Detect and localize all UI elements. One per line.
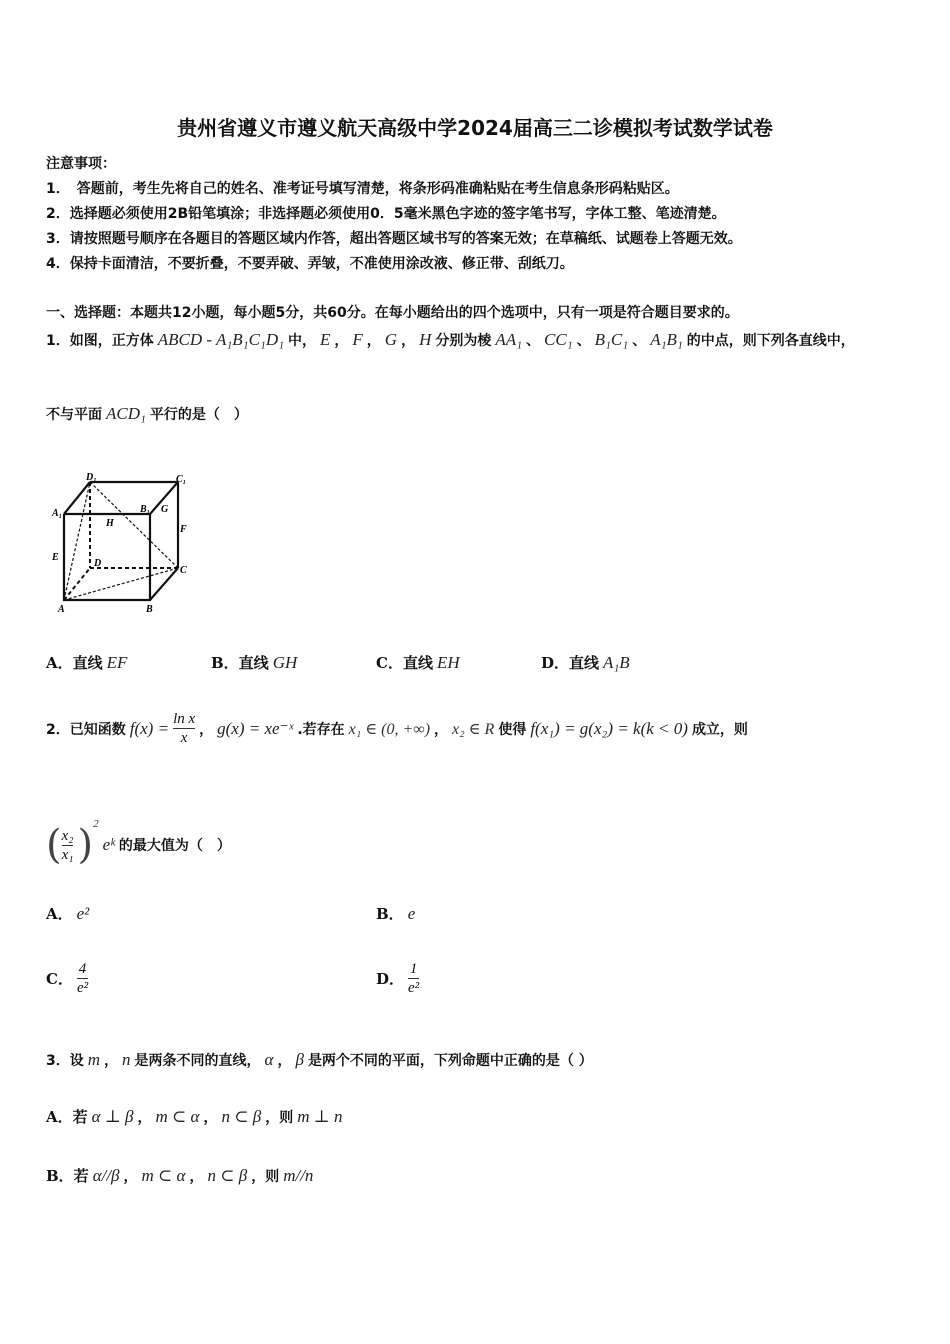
q3-option-b[interactable] bbox=[46, 1165, 317, 1186]
q2-shide: 使得 bbox=[498, 721, 527, 738]
q1-option-d-expr: A₁B bbox=[603, 653, 630, 672]
q1-point-h: H bbox=[419, 330, 432, 349]
q1-option-a[interactable] bbox=[46, 652, 131, 673]
q2-x2: x₂ ∈ R bbox=[452, 720, 495, 738]
q1-edge-cc1: CC₁ bbox=[544, 330, 573, 349]
label-h: H bbox=[106, 518, 114, 529]
q2-option-c[interactable] bbox=[46, 960, 92, 997]
q1-point-g: G bbox=[384, 330, 398, 349]
q2-fx: f(x) = bbox=[129, 718, 170, 738]
q3-option-a-sep2: ， bbox=[203, 1110, 218, 1126]
q3-option-a-sep1: ， bbox=[137, 1110, 152, 1126]
label-g: G bbox=[161, 504, 169, 515]
q3-option-a-conclusion: m ⊥ n bbox=[297, 1107, 343, 1126]
q1-option-c[interactable] bbox=[376, 652, 464, 673]
q2-ek: eᵏ bbox=[102, 835, 115, 854]
q2-ask: 的最大值为（ ） bbox=[118, 838, 231, 854]
q2-ratio bbox=[62, 827, 74, 864]
q1-edge-aa1: AA₁ bbox=[495, 330, 523, 349]
label-a: A bbox=[58, 604, 65, 615]
q2-x1: x₁ ∈ (0, +∞) bbox=[348, 720, 431, 738]
q3-m: m bbox=[87, 1050, 101, 1069]
q3-beta: β bbox=[295, 1050, 304, 1069]
q3-option-b-sep1: ， bbox=[123, 1169, 138, 1185]
label-d: D bbox=[94, 558, 102, 569]
q2-fraction bbox=[173, 710, 195, 747]
q1-number: 1．如图，正方体 bbox=[46, 333, 154, 349]
q2-stem-line2: ( $\frac{\text{x₂}}{\text{x₁}}$ ) 2 eᵏ 的最大值为（ ） bbox=[46, 818, 231, 868]
q3-option-a-then: ，则 bbox=[265, 1110, 294, 1126]
q1-option-b-expr: GH bbox=[272, 653, 298, 672]
q1-dun: 、 bbox=[632, 333, 647, 349]
notice-item-3: 3．请按照题号顺序在各题目的答题区域内作答，超出答题区域书写的答案无效；在草稿纸、试题卷上答题无效。 bbox=[46, 231, 742, 247]
q2-option-c-den: e² bbox=[76, 980, 89, 996]
q2-tail: 成立，则 bbox=[691, 721, 748, 738]
q2-ratio-num: x₂ bbox=[61, 827, 74, 844]
q2-comma2: ， bbox=[434, 721, 449, 738]
q1-option-b-label: B．直线 bbox=[211, 654, 269, 672]
q2-frac-den: x bbox=[180, 730, 188, 746]
q3-sep: ， bbox=[277, 1053, 292, 1069]
q1-option-c-label: C．直线 bbox=[376, 654, 433, 672]
label-c: C bbox=[180, 565, 187, 576]
q2-option-b-label: B． bbox=[376, 905, 404, 923]
q2-option-d[interactable] bbox=[376, 960, 423, 997]
q1-stem-line1 bbox=[46, 330, 859, 350]
page-title: 贵州省遵义市遵义航天高级中学2024届高三二诊模拟考试数学试卷 bbox=[177, 116, 773, 140]
label-c1: C₁ bbox=[176, 474, 187, 485]
label-a1: A₁ bbox=[52, 508, 63, 519]
q2-frac-num: ln x bbox=[173, 711, 196, 727]
q2-gx: g(x) = xe⁻ˣ bbox=[217, 718, 294, 738]
notice-item-4: 4．保持卡面清洁，不要折叠，不要弄破、弄皱，不准使用涂改液、修正带、刮纸刀。 bbox=[46, 256, 574, 272]
q2-option-a-label: A． bbox=[46, 905, 73, 923]
q3-option-b-then: ，则 bbox=[251, 1169, 280, 1185]
q1-option-d-label: D．直线 bbox=[541, 654, 600, 672]
q1-sep: ， bbox=[401, 333, 416, 349]
q2-option-a[interactable] bbox=[46, 903, 93, 924]
label-e: E bbox=[52, 552, 59, 563]
q1-tail: 的中点，则下列各直线中， bbox=[686, 333, 855, 349]
section-heading: 一、选择题：本题共12小题，每小题5分，共60分。在每小题给出的四个选项中，只有一项是符合题目要求的。 bbox=[46, 305, 739, 321]
q3-option-b-sep2: ， bbox=[189, 1169, 204, 1185]
q3-option-a-label: A．若 bbox=[46, 1108, 88, 1126]
q3-option-a-p2: m ⊂ α bbox=[155, 1107, 200, 1126]
q3-option-a-p1: α ⊥ β bbox=[91, 1107, 134, 1126]
q2-stem-line1 bbox=[46, 710, 752, 747]
q2-option-d-num: 1 bbox=[409, 961, 418, 977]
label-b1: B₁ bbox=[140, 504, 151, 515]
label-f: F bbox=[180, 524, 187, 535]
q1-line2b: 平行的是（ ） bbox=[149, 407, 248, 423]
q2-option-a-expr: e² bbox=[76, 904, 90, 923]
q2-option-c-num: 4 bbox=[78, 961, 87, 977]
q1-stem-line2 bbox=[46, 404, 252, 424]
q2-cond: .若存在 bbox=[297, 721, 345, 738]
q1-option-c-expr: EH bbox=[436, 653, 460, 672]
q1-option-b[interactable] bbox=[211, 652, 301, 673]
q2-option-b[interactable] bbox=[376, 903, 419, 924]
q1-dun: 、 bbox=[576, 333, 591, 349]
q1-option-a-expr: EF bbox=[106, 653, 128, 672]
q3-option-b-p3: n ⊂ β bbox=[207, 1166, 248, 1185]
q2-number: 2．已知函数 bbox=[46, 721, 126, 738]
notice-heading: 注意事项： bbox=[46, 156, 116, 172]
q3-stem bbox=[46, 1050, 597, 1070]
q1-line2a: 不与平面 bbox=[46, 407, 102, 423]
q3-alpha: α bbox=[264, 1050, 274, 1069]
q2-option-d-frac bbox=[408, 960, 419, 997]
q2-option-c-label: C． bbox=[46, 970, 73, 988]
q1-option-a-label: A．直线 bbox=[46, 654, 103, 672]
q1-sep: ， bbox=[366, 333, 381, 349]
q1-option-d[interactable] bbox=[541, 652, 634, 673]
q1-mid: 中， bbox=[288, 333, 317, 349]
q1-point-e: E bbox=[320, 330, 331, 349]
q2-option-c-frac bbox=[77, 960, 88, 997]
q3-n: n bbox=[122, 1050, 131, 1069]
label-d1: D₁ bbox=[86, 472, 97, 483]
label-b: B bbox=[146, 604, 153, 615]
q3-option-b-conclusion: m//n bbox=[283, 1166, 314, 1185]
q3-sep: ， bbox=[104, 1053, 119, 1069]
q1-point-f: F bbox=[352, 330, 363, 349]
q3-number: 3．设 bbox=[46, 1053, 84, 1069]
q2-option-b-expr: e bbox=[407, 904, 416, 923]
q3-option-b-label: B．若 bbox=[46, 1167, 89, 1185]
q1-edge-b1c1: B₁C₁ bbox=[594, 330, 629, 349]
q3-option-b-p2: m ⊂ α bbox=[141, 1166, 186, 1185]
cube-figure bbox=[46, 470, 196, 620]
q1-sep: ， bbox=[334, 333, 349, 349]
q3-tail: 是两个不同的平面，下列命题中正确的是（ ） bbox=[307, 1053, 593, 1069]
q1-cube-expr: ABCD - A₁B₁C₁D₁ bbox=[157, 330, 285, 349]
q3-option-a-p3: n ⊂ β bbox=[221, 1107, 262, 1126]
q2-option-d-den: e² bbox=[408, 980, 420, 996]
q2-option-d-label: D． bbox=[376, 970, 405, 988]
q3-option-a[interactable] bbox=[46, 1106, 346, 1127]
q1-fenbie: 分别为棱 bbox=[435, 333, 492, 349]
q2-ratio-power: 2 bbox=[93, 818, 99, 830]
notice-item-1: 1． 答题前，考生先将自己的姓名、准考证号填写清楚，将条形码准确粘贴在考生信息条形码粘贴区。 bbox=[46, 181, 679, 197]
q1-edge-a1b1: A₁B₁ bbox=[650, 330, 683, 349]
q3-mid: 是两条不同的直线， bbox=[134, 1053, 261, 1069]
q2-eq: f(x₁) = g(x₂) = k(k < 0) bbox=[530, 718, 688, 738]
q1-dun: 、 bbox=[526, 333, 541, 349]
notice-item-2: 2．选择题必须使用2B铅笔填涂；非选择题必须使用0．5毫米黑色字迹的签字笔书写，字体工整、笔迹清楚。 bbox=[46, 206, 726, 222]
q2-ratio-den: x₁ bbox=[61, 846, 74, 863]
q3-option-b-p1: α//β bbox=[92, 1166, 120, 1185]
q1-plane: ACD₁ bbox=[106, 404, 146, 423]
q2-comma: ， bbox=[199, 721, 214, 738]
